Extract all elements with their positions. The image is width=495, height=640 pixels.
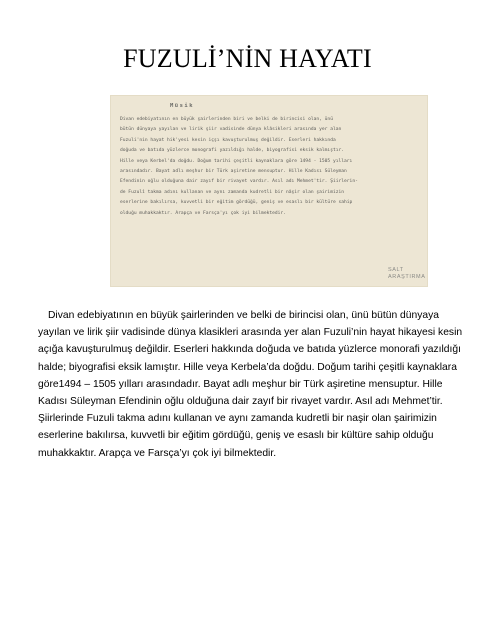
archive-stamp [388,267,426,281]
paragraph-line: Divan edebiyatının en büyük şairlerinden ve belki de birincisi olan, ünü bütün dünyaya [48,310,439,321]
stamp-line: ARAŞTIRMA [388,274,426,280]
paragraph-line: eserlerine bakılırsa, kuvvetli bir eğitim gördüğü, geniş ve esaslı bir kültüre sahip olduğu [38,430,434,442]
page-title: FUZULİ’NİN HAYATI [123,44,372,73]
paragraph-line: yayılan ve lirik şiir vadisinde dünya klasikleri arasında yer alan Fuzuli’nin hayat hikayesi kesin [38,327,463,339]
scan-line: Divan edebiyatının en büyük şairlerinden biri ve belki de birincisi olan, ünü [120,117,333,122]
scan-line: olduğu muhakkaktır. Arapça ve Farsça'yı çok iyi bilmektedir. [120,210,286,216]
scan-line: Fuzuli'nin hayat hik'yesi kesin içşı kavuşturulmuş değildir. Eserleri hakkında [120,137,336,143]
scan-line: arasındadır. Bayat adlı meşhur bir Türk aşiretine mensuptur. Hille Kadısı Süleyman [120,169,347,175]
scan-header: Müsik [170,103,195,109]
scan-text-lines [120,115,420,219]
paragraph-line: muhakkaktır. Arapça ve Farsça’yı çok iyi bilmektedir. [38,447,277,459]
scan-line: doğuda ve batıda yüzlerce monografi yazıldığı halde, biyografisi eksik kalmıştır. [120,148,345,154]
scanned-typewritten-document [110,95,428,287]
scan-line: Efendinin oğlu olduğuna dair zayıf bir rivayet vardır. Asıl adı Mehmet'tir. Şiirlerin- [120,179,358,185]
paragraph-line: Kadısı Süleyman Efendinin oğlu olduğuna dair zayıf bir rivayet vardır. Asıl adı Mehmet’tir. [38,396,443,408]
scan-line: eserlerine bakılırsa, kuvvetli bir eğitim gördüğü, geniş ve esaslı bir kültüre sahip [120,200,353,206]
scan-line: bütün dünyaya yayılan ve lirik şiir vadisinde dünya klâsikleri arasında yer alan [120,127,342,133]
paragraph-line: göre1494 – 1505 yılları arasındadır. Bayat adlı meşhur bir Türk aşiretine mensuptur. Hille [38,378,443,390]
scan-line: de Fuzulî takma adını kullanan ve aynı zamanda kudretli bir nâşir olan şairimizin [120,189,345,195]
paragraph-line: Şiirlerinde Fuzuli takma adını kullanan ve aynı zamanda kudretli bir naşir olan şairimizin [38,413,437,425]
paragraph-line: açığa kavuşturulmuş değildir. Eserleri hakkında doğuda ve batıda yüzlerce monorafi yazıldığı [38,344,461,356]
paragraph-line: halde; biyografisi eksik lamıştır. Hille veya Kerbela’da doğdu. Doğum tarihi çeşitli kaynaklara [38,361,457,373]
stamp-line: SALT [388,267,404,273]
biography-paragraph [38,307,463,462]
scan-line: Hille veya Kerbel'da doğdu. Doğum tarihi çeşitli kaynaklara göre 1494 - 1505 yılları [120,158,353,164]
